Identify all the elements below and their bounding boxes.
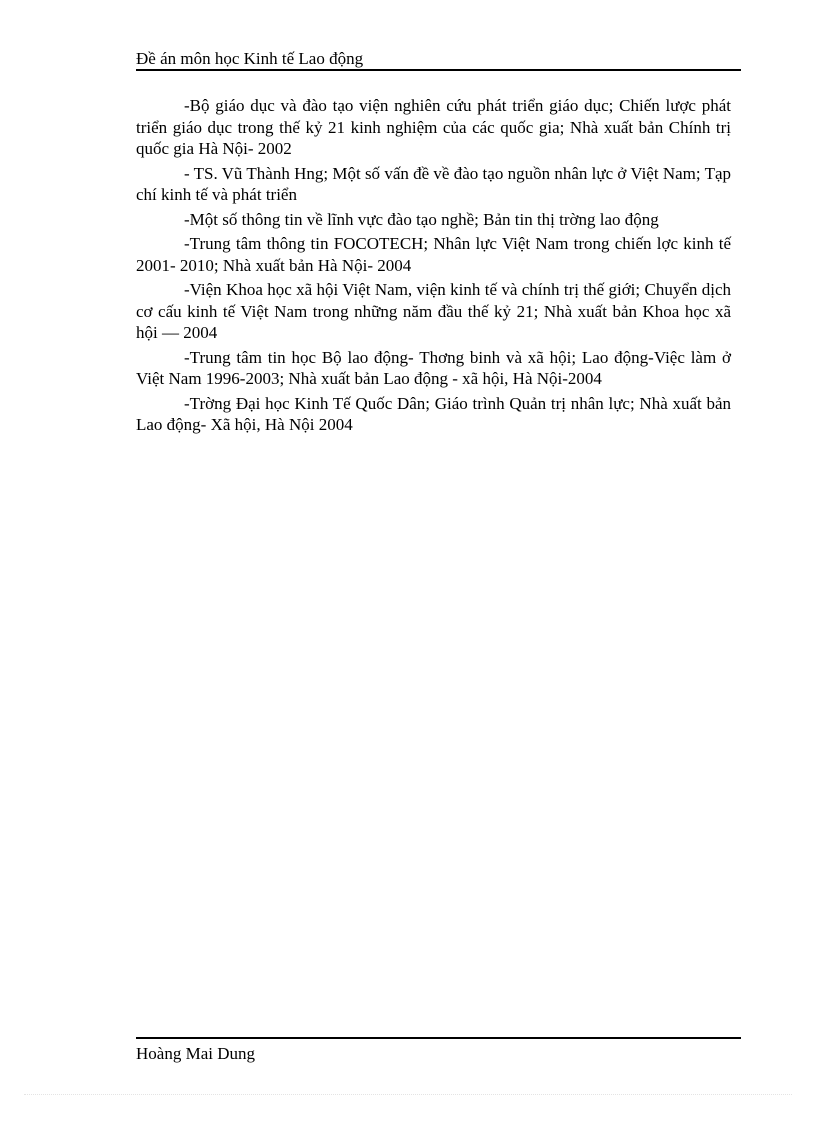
reference-item: -Viện Khoa học xã hội Việt Nam, viện kinh tế và chính trị thế giới; Chuyển dịch cơ cấu kinh tế Việt Nam trong những năm đầu thế kỷ 21; Nhà xuất bản Khoa học xã hội — 2004 — [136, 280, 731, 342]
page-bottom-divider — [24, 1094, 792, 1095]
footer-author: Hoàng Mai Dung — [136, 1044, 255, 1063]
reference-item: -Bộ giáo dục và đào tạo viện nghiên cứu phát triển giáo dục; Chiến lược phát triển giáo dục trong thế kỷ 21 kinh nghiệm của các quốc gia; Nhà xuất bản Chính trị quốc gia Hà Nội- 2002 — [136, 96, 731, 158]
reference-item: -Trung tâm tin học Bộ lao động- Thơng binh và xã hội; Lao động-Việc làm ở Việt Nam 1996-2003; Nhà xuất bản Lao động - xã hội, Hà Nội-2004 — [136, 347, 731, 388]
reference-item: -Trờng Đại học Kinh Tế Quốc Dân; Giáo trình Quản trị nhân lực; Nhà xuất bản Lao động- Xã hội, Hà Nội 2004 — [136, 393, 731, 434]
reference-item: - TS. Vũ Thành Hng; Một số vấn đề về đào tạo nguồn nhân lực ở Việt Nam; Tạp chí kinh tế và phát triển — [136, 163, 731, 204]
page-header — [136, 50, 741, 71]
reference-item: -Một số thông tin về lĩnh vực đào tạo nghề; Bản tin thị trờng lao động — [184, 209, 659, 229]
document-title: Đề án môn học Kinh tế Lao động — [136, 49, 364, 68]
reference-list — [136, 95, 731, 439]
reference-item: -Trung tâm thông tin FOCOTECH; Nhân lực Việt Nam trong chiến lợc kinh tế 2001- 2010; Nhà xuất bản Hà Nội- 2004 — [136, 234, 731, 275]
page-footer — [136, 1037, 741, 1064]
